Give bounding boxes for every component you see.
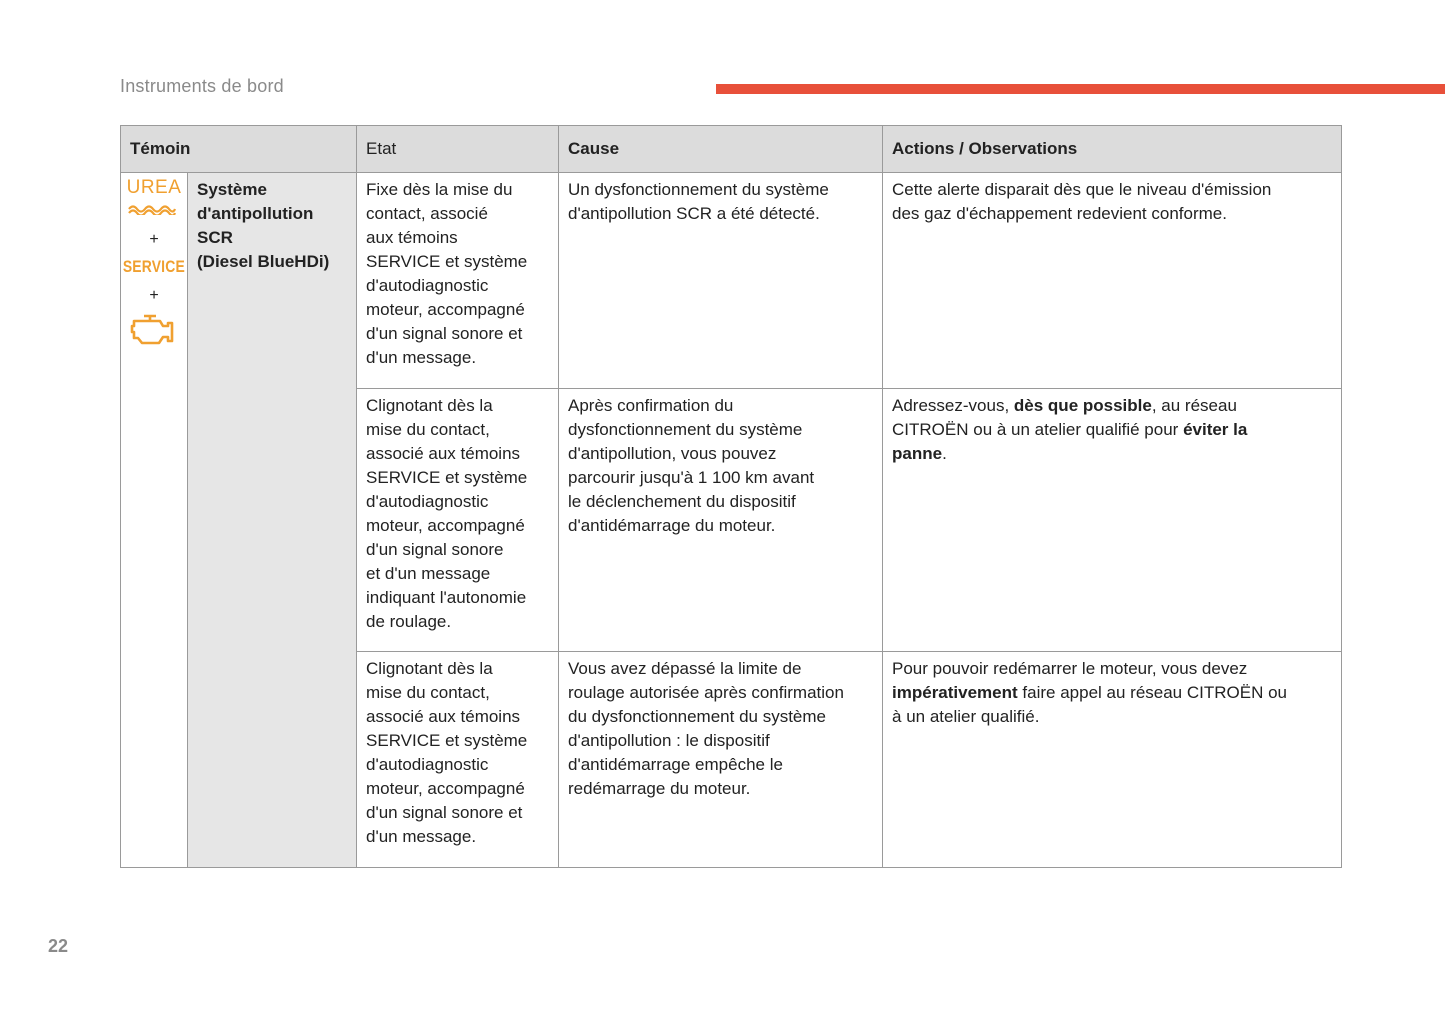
cause-cell: Un dysfonctionnement du système d'antipollution SCR a été détecté. <box>559 173 883 389</box>
actions-cell: Pour pouvoir redémarrer le moteur, vous devez impérativement faire appel au réseau CITROËN ou à un atelier qualifié. <box>883 652 1342 868</box>
plus-sign: + <box>149 231 159 248</box>
warning-lights-table <box>120 125 1342 868</box>
plus-sign: + <box>149 287 159 304</box>
system-name-cell: Système d'antipollution SCR (Diesel BlueHDi) <box>188 173 357 868</box>
actions-cell: Adressez-vous, dès que possible, au réseau CITROËN ou à un atelier qualifié pour éviter la panne. <box>883 389 1342 652</box>
column-header-actions: Actions / Observations <box>883 126 1342 173</box>
etat-cell: Clignotant dès la mise du contact, associé aux témoins SERVICE et système d'autodiagnostic moteur, accompagné d'un signal sonore et d'un message indiquant l'autonomie de roulage. <box>357 389 559 652</box>
table-row <box>121 173 1342 389</box>
cause-cell: Vous avez dépassé la limite de roulage autorisée après confirmation du dysfonctionnement du système d'antipollution : le dispositif d'antidémarrage empêche le redémarrage du moteur. <box>559 652 883 868</box>
cause-cell: Après confirmation du dysfonctionnement du système d'antipollution, vous pouvez parcourir jusqu'à 1 100 km avant le déclenchement du dispositif d'antidémarrage du moteur. <box>559 389 883 652</box>
indicator-icons-cell <box>121 173 188 868</box>
etat-cell: Clignotant dès la mise du contact, associé aux témoins SERVICE et système d'autodiagnostic moteur, accompagné d'un signal sonore et d'un message. <box>357 652 559 868</box>
section-title: Instruments de bord <box>120 76 284 96</box>
actions-cell: Cette alerte disparait dès que le niveau d'émission des gaz d'échappement redevient conforme. <box>883 173 1342 389</box>
etat-cell: Fixe dès la mise du contact, associé aux témoins SERVICE et système d'autodiagnostic moteur, accompagné d'un signal sonore et d'un message. <box>357 173 559 389</box>
column-header-cause: Cause <box>559 126 883 173</box>
column-header-temoin: Témoin <box>121 126 357 173</box>
urea-icon: UREA <box>127 178 182 222</box>
table-header-row <box>121 126 1342 173</box>
page-number: 22 <box>48 936 69 956</box>
service-icon: SERVICE <box>122 257 186 276</box>
header-accent-bar <box>716 84 1445 94</box>
column-header-etat: Etat <box>357 126 559 173</box>
engine-check-icon <box>130 312 178 355</box>
